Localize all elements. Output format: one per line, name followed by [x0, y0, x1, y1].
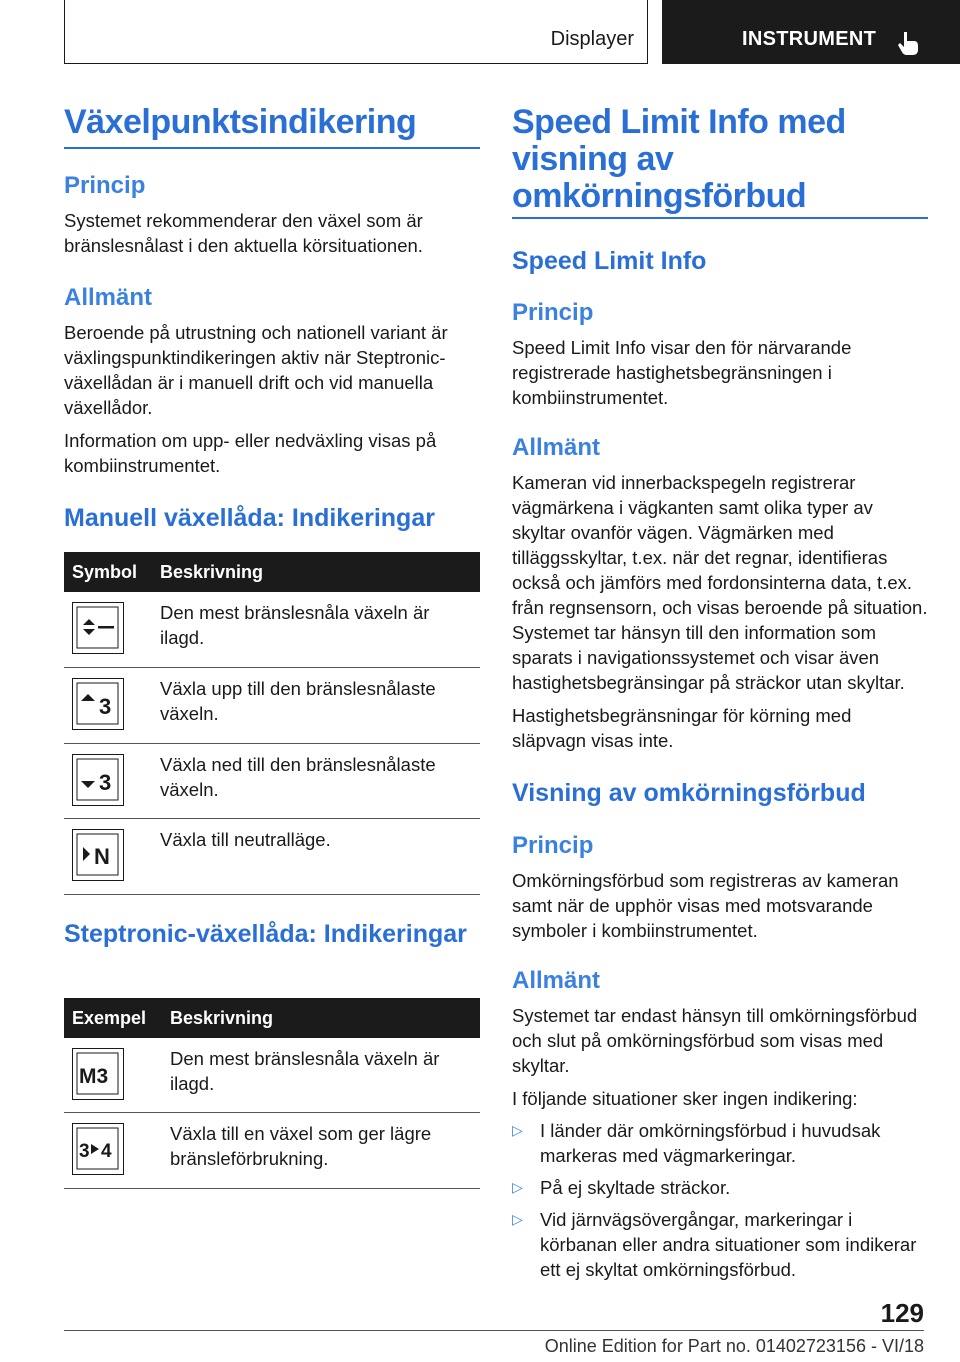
- sli-allmant-text-1: Kameran vid innerbackspegeln registrerar vägmärkena i vägkanten samt olika typer av skyltar ovanför vägen. Vägmärken med tilläggsskyltar, t.ex. när det regnar, identifieras också och jämförs med fordonsinterna data, t.ex. från regnsensorn, och visas beroende på situation. Systemet tar hänsyn till den information som sparats i navigationssystemet och visar även hastighetsbegränsingar på sträckor utan skyltar.: [512, 472, 928, 693]
- svg-text:N: N: [94, 844, 110, 869]
- row-desc: Den mest bränslesnåla växeln är ilagd.: [170, 1048, 440, 1094]
- ov-allmant-heading: Allmänt: [512, 967, 601, 994]
- shift-up-symbol: [72, 678, 124, 730]
- svg-text:3: 3: [79, 1141, 90, 1162]
- footer-rule: [64, 1330, 924, 1331]
- overtaking-heading: Visning av omkörningsförbud: [512, 779, 866, 807]
- right-page-title: Speed Limit Info med visning av omkörningsförbud: [512, 103, 846, 215]
- row-desc: Den mest bränslesnåla växeln är ilagd.: [160, 602, 430, 648]
- title-rule: [512, 217, 928, 219]
- svg-text:3: 3: [99, 694, 112, 719]
- manual-heading: Manuell växellåda: Indikeringar: [64, 504, 435, 532]
- pointing-hand-icon: [894, 28, 922, 56]
- sli-allmant-text-2: Hastighetsbegränsningar för körning med släpvagn visas inte.: [512, 705, 852, 751]
- allmant-text-1: Beroende på utrustning och nationell variant är växlingspunktindikeringen aktiv när Steptronic-växellådan är i manuell drift och vid manuella växellådor.: [64, 322, 448, 418]
- bullet-text: Vid järnvägsövergångar, markeringar i körbanan eller andra situationer som indikerar ett ej skyltat omkörningsförbud.: [540, 1209, 917, 1280]
- sli-allmant-heading: Allmänt: [512, 434, 601, 461]
- list-item: [512, 1207, 932, 1282]
- bullet-text: I länder där omkörningsförbud i huvudsak markeras med vägmarkeringar.: [540, 1120, 881, 1166]
- svg-text:3: 3: [99, 770, 112, 795]
- manual-table-header: [64, 552, 480, 592]
- table-row: [64, 1038, 480, 1113]
- section-title: Displayer: [550, 28, 634, 50]
- svg-text:4: 4: [101, 1141, 112, 1162]
- sli-heading: Speed Limit Info: [512, 247, 707, 275]
- allmant-heading: Allmänt: [64, 284, 153, 311]
- edition-footer: Online Edition for Part no. 01402723156 - VI/18: [544, 1336, 924, 1356]
- ov-princip-heading: Princip: [512, 832, 594, 859]
- shift-down-symbol: [72, 754, 124, 806]
- table-row: [64, 592, 480, 668]
- ov-allmant-text-1: Systemet tar endast hänsyn till omkörningsförbud och slut på omkörningsförbud som visas med skyltar.: [512, 1005, 918, 1076]
- svg-text:M3: M3: [79, 1065, 109, 1088]
- chapter-tab: [662, 0, 960, 64]
- manual-gear-symbol: [72, 1048, 124, 1100]
- table-row: [64, 819, 480, 895]
- allmant-text-2: Information om upp- eller nedväxling visas på kombiinstrumentet.: [64, 430, 437, 476]
- steptronic-heading: Steptronic-växellåda: Indikeringar: [64, 920, 467, 948]
- steptronic-col-example: Exempel: [72, 1008, 147, 1028]
- bullet-marker-icon: ▷: [512, 1179, 523, 1195]
- steptronic-table-header: [64, 998, 480, 1038]
- page-number: 129: [880, 1298, 924, 1328]
- manual-col-desc: Beskrivning: [160, 562, 264, 582]
- manual-col-symbol: Symbol: [72, 562, 138, 582]
- chapter-title: INSTRUMENT: [742, 28, 877, 50]
- row-desc: Växla ned till den bränslesnålaste växeln.: [160, 754, 436, 800]
- sli-princip-heading: Princip: [512, 299, 594, 326]
- table-row: [64, 1113, 480, 1189]
- ov-allmant-text-2: I följande situationer sker ingen indikering:: [512, 1088, 858, 1109]
- left-page-title: Växelpunktsindikering: [64, 103, 417, 141]
- table-row: [64, 744, 480, 819]
- steptronic-col-desc: Beskrivning: [170, 1008, 274, 1028]
- row-desc: Växla upp till den bränslesnålaste växeln.: [160, 678, 436, 724]
- princip-heading: Princip: [64, 172, 146, 199]
- title-rule: [64, 147, 480, 149]
- gear-optimal-symbol: [72, 602, 124, 654]
- bullet-text: På ej skyltade sträckor.: [540, 1177, 731, 1198]
- gear-change-symbol: [72, 1123, 124, 1175]
- row-desc: Växla till neutralläge.: [160, 829, 331, 850]
- row-desc: Växla till en växel som ger lägre bränsleförbrukning.: [170, 1123, 432, 1169]
- princip-text: Systemet rekommenderar den växel som är bränslesnålast i den aktuella körsituationen.: [64, 210, 423, 256]
- bullet-marker-icon: ▷: [512, 1122, 523, 1138]
- bullet-marker-icon: ▷: [512, 1211, 523, 1227]
- list-item: [512, 1118, 932, 1168]
- list-item: [512, 1175, 932, 1200]
- sli-princip-text: Speed Limit Info visar den för närvarande registrerade hastighetsbegränsningen i kombiinstrumentet.: [512, 337, 852, 408]
- neutral-symbol: [72, 829, 124, 881]
- table-row: [64, 668, 480, 744]
- ov-princip-text: Omkörningsförbud som registreras av kameran samt när de upphör visas med motsvarande symboler i kombiinstrumentet.: [512, 870, 899, 941]
